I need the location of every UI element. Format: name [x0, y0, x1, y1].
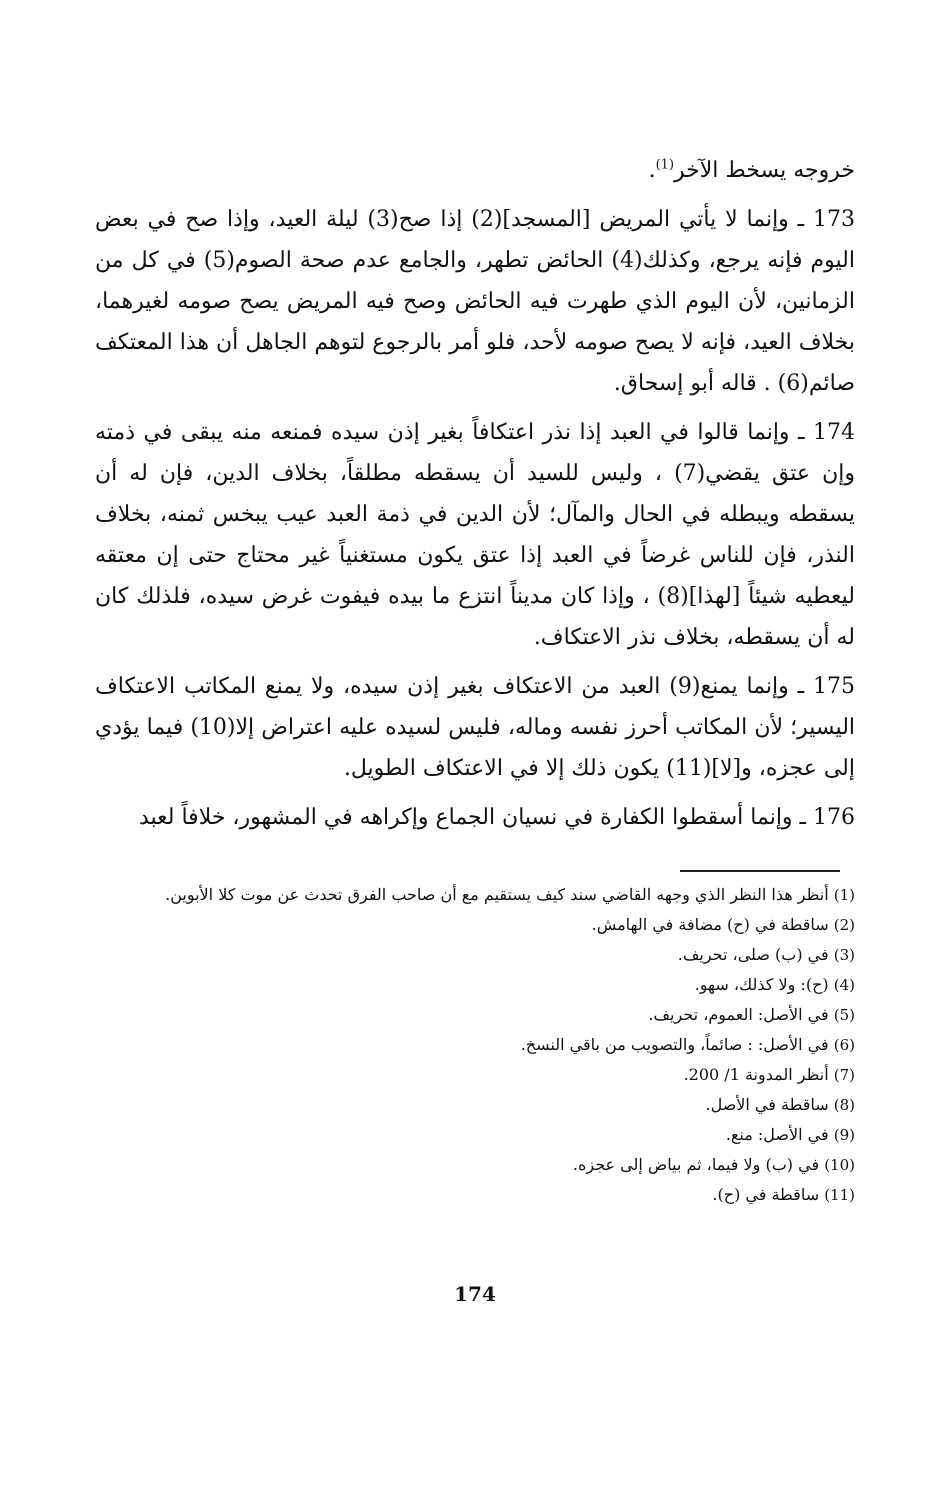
footnote-number: (8) — [833, 1096, 855, 1114]
footnote-number: (11) — [824, 1186, 855, 1204]
footnote — [80, 970, 855, 1000]
footnote-ref: (1) — [655, 157, 675, 173]
footnote — [80, 910, 855, 940]
footnote-number: (5) — [833, 1006, 855, 1024]
paragraph-number: 176 — [813, 805, 855, 830]
footnote-number: (7) — [833, 1066, 855, 1084]
paragraph-174 — [95, 412, 855, 658]
page-number: 174 — [454, 1282, 496, 1306]
main-text — [95, 150, 855, 846]
footnote — [80, 1060, 855, 1090]
footnote — [80, 940, 855, 970]
footnote-text: في الأصل: : صائماً، والتصويب من باقي النسخ. — [520, 1035, 829, 1054]
footnote-number: (4) — [833, 976, 855, 994]
footnote-number: (9) — [833, 1126, 855, 1144]
footnote-text: أنظر المدونة 1/ 200. — [683, 1065, 829, 1084]
footnotes — [80, 880, 855, 1210]
footnote-text: ساقطة في (ح) مضافة في الهامش. — [591, 915, 829, 934]
footnote — [80, 1030, 855, 1060]
footnote — [80, 1150, 855, 1180]
footnote-text: (ح): ولا كذلك، سهو. — [694, 975, 829, 994]
paragraph-number: 173 — [813, 207, 855, 232]
paragraph-175 — [95, 666, 855, 789]
footnote-number: (2) — [833, 916, 855, 934]
paragraph-text: ـ وإنما قالوا في العبد إذا نذر اعتكافاً بغير إذن سيده فمنعه منه يبقى في ذمته وإن عتق يقضي(7) ، وليس للسيد أن يسقطه مطلقاً، بخلاف الدين، فإن له أن يسقطه ويبطله في الحال والمآل؛ لأن الدين في ذمة العبد عيب يبخس ثمنه، بخلاف النذر، فإن للناس غرضاً في العبد إذا عتق يكون مستغنياً غير محتاج حتى إن معتقه ليعطيه شيئاً [لهذا](8) ، وإذا كان مديناً انتزع ما بيده فيفوت غرض سيده، فلذلك كان له أن يسقطه، بخلاف نذر الاعتكاف. — [95, 420, 855, 650]
paragraph-number: 174 — [813, 420, 855, 445]
paragraph-176 — [95, 797, 855, 838]
footnote-number: (1) — [833, 886, 855, 904]
footnote — [80, 880, 855, 910]
paragraph-text: ـ وإنما أسقطوا الكفارة في نسيان الجماع وإكراهه في المشهور، خلافاً لعبد — [138, 805, 806, 830]
footnote-text: ساقطة في الأصل. — [705, 1095, 829, 1114]
paragraph-text: ـ وإنما يمنع(9) العبد من الاعتكاف بغير إذن سيده، ولا يمنع المكاتب الاعتكاف اليسير؛ لأن المكاتب أحرز نفسه وماله، فليس لسيده عليه اعتراض إلا(10) فيما يؤدي إلى عجزه، و[لا](11) يكون ذلك إلا في الاعتكاف الطويل. — [95, 674, 856, 781]
footnote — [80, 1090, 855, 1120]
footnote — [80, 1120, 855, 1150]
opening-line-text: خروجه يسخط الآخر — [674, 158, 855, 183]
paragraph-173 — [95, 199, 855, 404]
footnote-text: في (ب) صلى، تحريف. — [677, 945, 829, 964]
paragraph-number: 175 — [812, 674, 855, 699]
footnote-text: في الأصل: العموم، تحريف. — [648, 1005, 829, 1024]
footnote-divider — [680, 870, 840, 872]
footnote-number: (6) — [833, 1036, 855, 1054]
footnote-text: أنظر هذا النظر الذي وجهه القاضي سند كيف يستقيم مع أن صاحب الفرق تحدث عن موت كلا الأبوين. — [165, 885, 829, 904]
footnote-number: (3) — [833, 946, 855, 964]
footnote — [80, 1180, 855, 1210]
paragraph-text: ـ وإنما لا يأتي المريض [المسجد](2) إذا صح(3) ليلة العيد، وإذا صح في بعض اليوم فإنه يرجع، وكذلك(4) الحائض تطهر، والجامع عدم صحة الصوم(5) في كل من الزمانين، لأن اليوم الذي طهرت فيه الحائض وصح فيه المريض يصح صومه لغيرهما، بخلاف العيد، فإنه لا يصح صومه لأحد، فلو أمر بالرجوع لتوهم الجاهل أن هذا المعتكف صائم(6) . قاله أبو إسحاق. — [95, 207, 856, 396]
footnote-number: (10) — [824, 1156, 855, 1174]
opening-line: خروجه يسخط الآخر$^{(1)}$. — [648, 157, 855, 183]
footnote — [80, 1000, 855, 1030]
footnote-text: ساقطة في (ح). — [712, 1185, 820, 1204]
footnote-text: في الأصل: منع. — [725, 1125, 829, 1144]
footnote-text: في (ب) ولا فيما، ثم بياض إلى عجزه. — [572, 1155, 820, 1174]
